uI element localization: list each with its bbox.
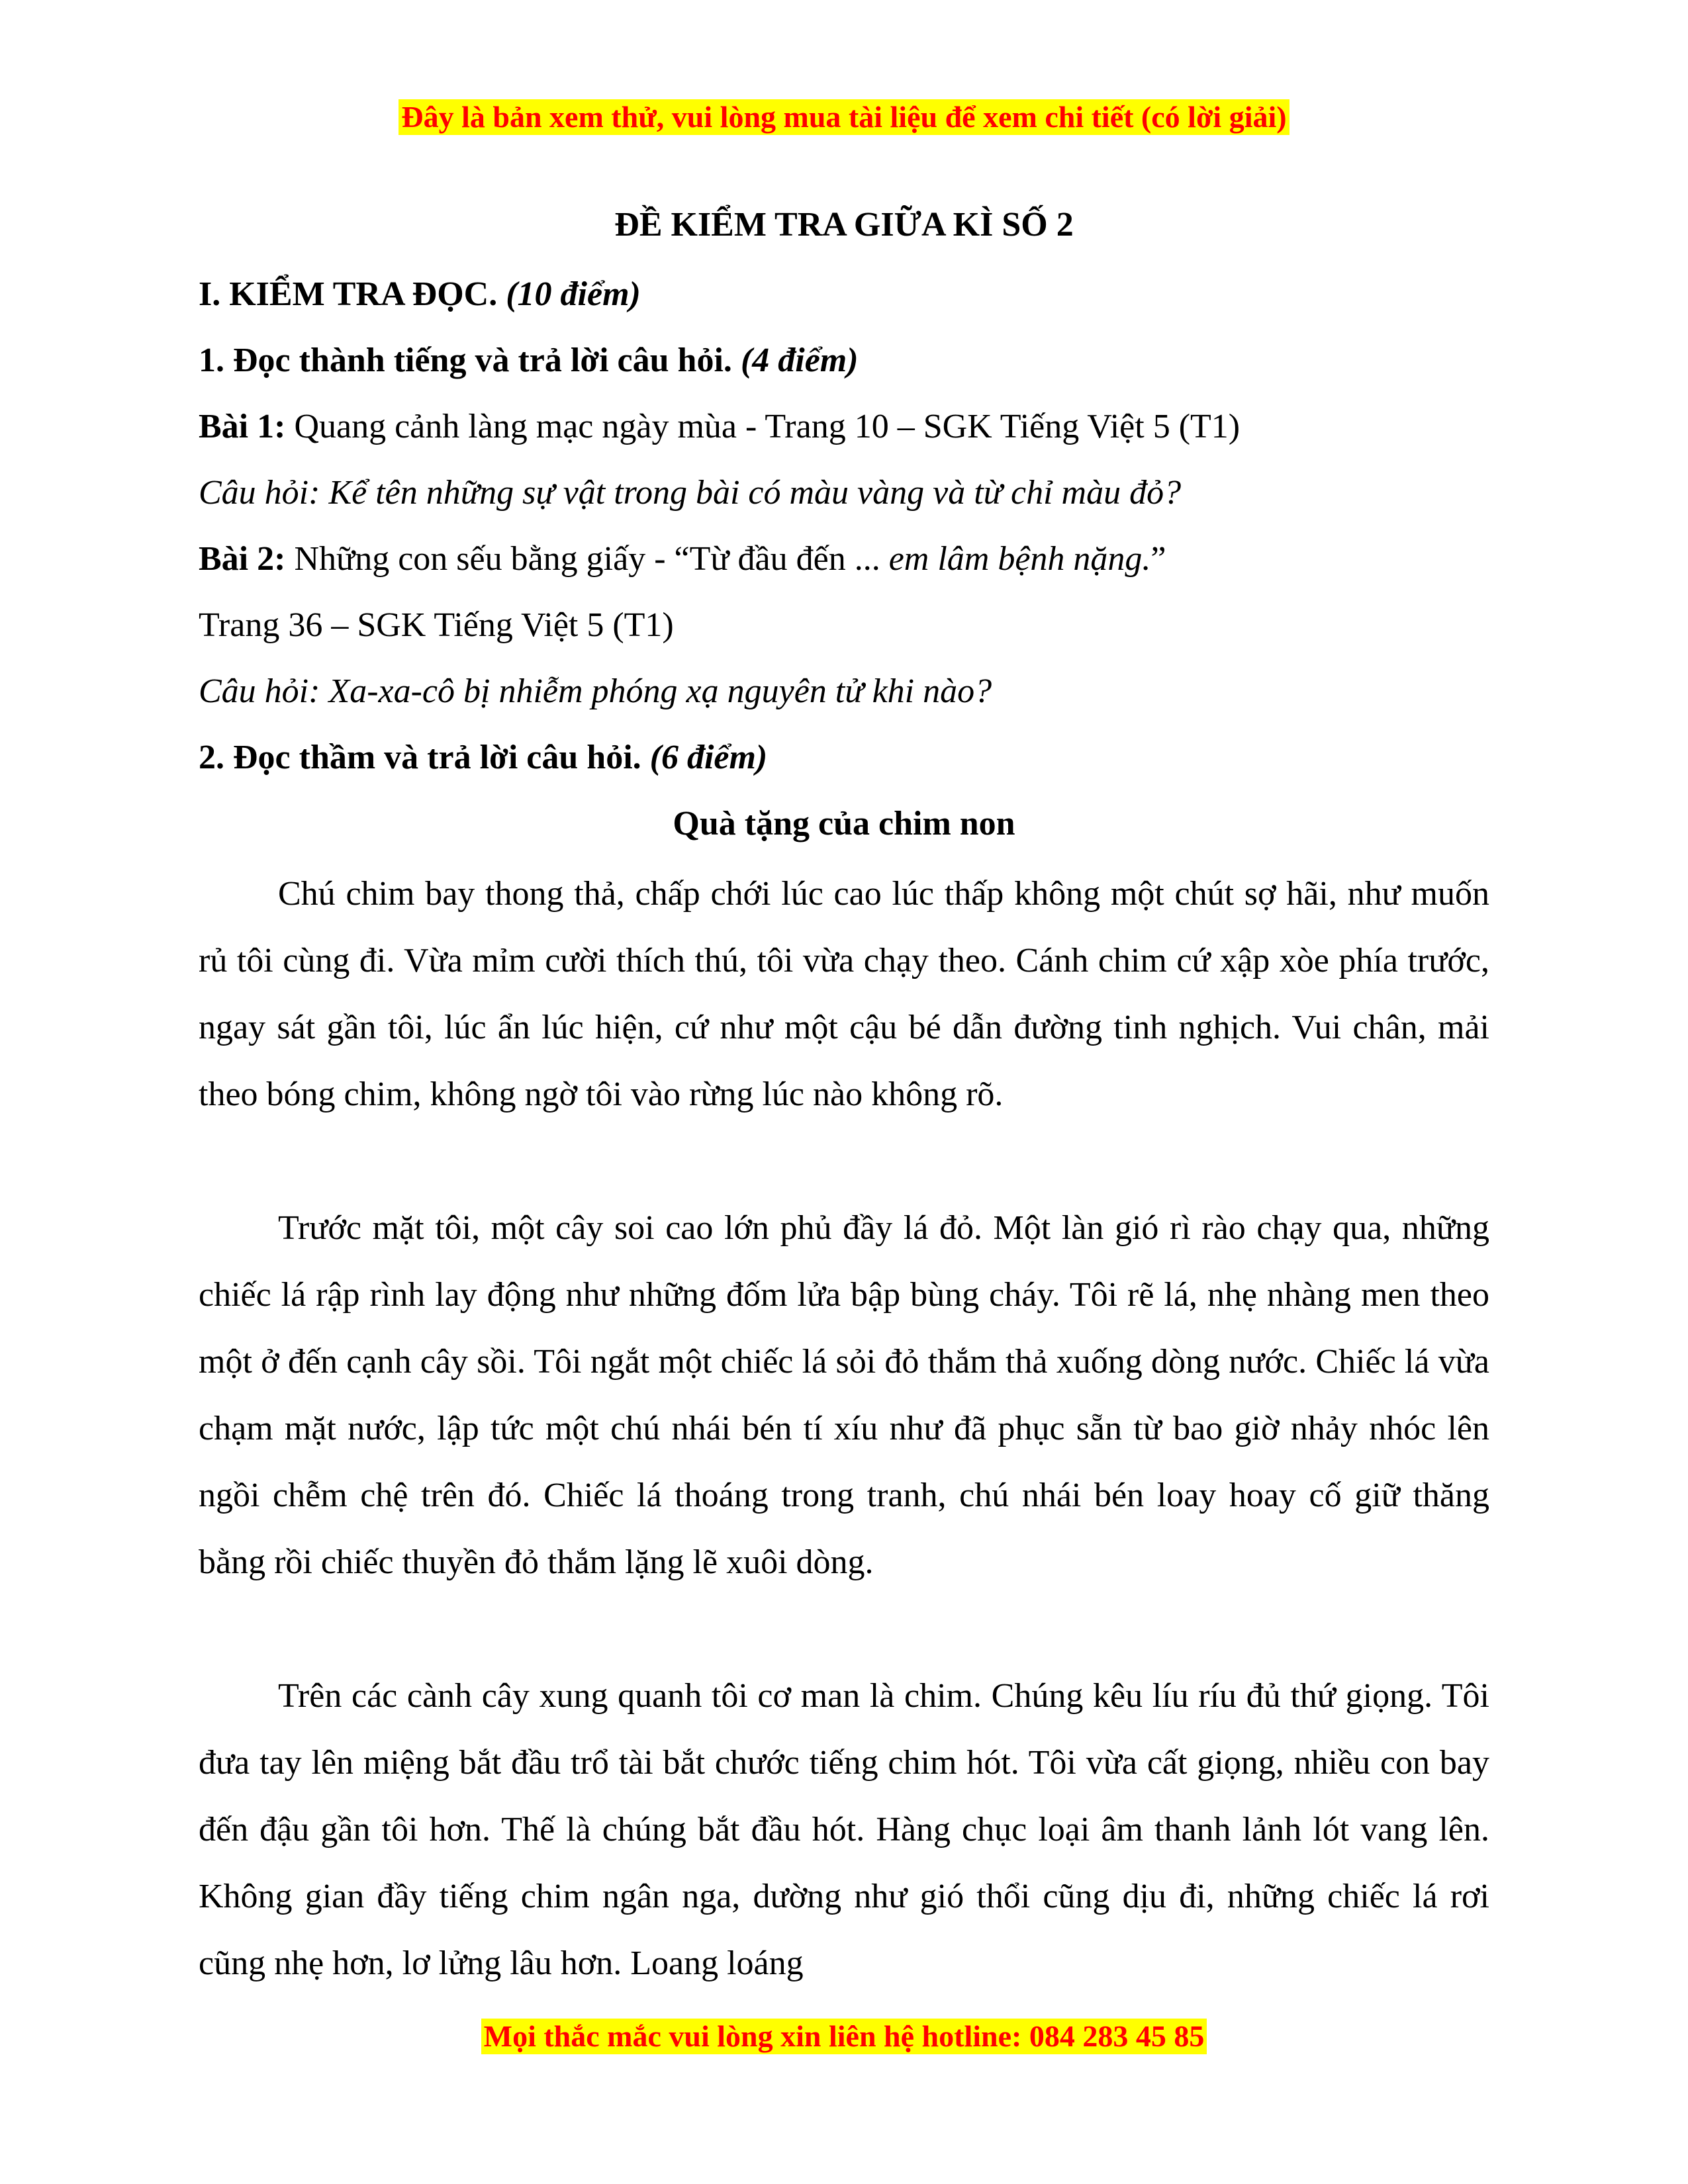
bai2-close-quote: ” bbox=[1150, 540, 1166, 578]
preview-notice bbox=[199, 99, 1489, 135]
hotline-notice bbox=[199, 2019, 1489, 2054]
section1-heading bbox=[199, 275, 1489, 314]
bai2-source: Trang 36 – SGK Tiếng Việt 5 (T1) bbox=[199, 606, 674, 644]
bai1-label: Bài 1: bbox=[199, 408, 286, 445]
part1-heading bbox=[199, 341, 1489, 381]
part2-points: (6 điểm) bbox=[649, 739, 768, 776]
story-paragraph-1: Chú chim bay thong thả, chấp chới lúc cao lúc thấp không một chút sợ hãi, như muốn rủ tôi cùng đi. Vừa mỉm cười thích thú, tôi vừa chạy theo. Cánh chim cứ xập xòe phía trước, ngay sát gần tôi, lúc ẩn lúc hiện, cứ như một cậu bé dẫn đường tinh nghịch. Vui chân, mải theo bóng chim, không ngờ tôi vào rừng lúc nào không rõ. bbox=[199, 875, 1489, 1113]
story-paragraph-2: Trước mặt tôi, một cây soi cao lớn phủ đầy lá đỏ. Một làn gió rì rào chạy qua, những chiếc lá rập rình lay động như những đốm lửa bập bùng cháy. Tôi rẽ lá, nhẹ nhàng men theo một ở đến cạnh cây sồi. Tôi ngắt một chiếc lá sỏi đỏ thắm thả xuống dòng nước. Chiếc lá vừa chạm mặt nước, lập tức một chú nhái bén tí xíu như đã phục sẵn từ bao giờ nhảy nhóc lên ngồi chễm chệ trên đó. Chiếc lá thoáng trong tranh, chú nhái bén loay hoay cố giữ thăng bằng rồi chiếc thuyền đỏ thắm lặng lẽ xuôi dòng. bbox=[199, 1209, 1489, 1581]
bai1-question: Câu hỏi: Kể tên những sự vật trong bài có màu vàng và từ chỉ màu đỏ? bbox=[199, 474, 1182, 512]
story-title: Quà tặng của chim non bbox=[673, 805, 1015, 842]
story-paragraph-3: Trên các cành cây xung quanh tôi cơ man là chim. Chúng kêu líu ríu đủ thứ giọng. Tôi đưa tay lên miệng bắt đầu trổ tài bắt chước tiếng chim hót. Tôi vừa cất giọng, nhiều con bay đến đậu gần tôi hơn. Thế là chúng bắt đầu hót. Hàng chục loại âm thanh lảnh lót vang lên. Không gian đầy tiếng chim ngân nga, dường như gió thổi cũng dịu đi, những chiếc lá rơi cũng nhẹ hơn, lơ lửng lâu hơn. Loang loáng bbox=[199, 1677, 1489, 1982]
section1-label: I. KIỂM TRA ĐỌC. bbox=[199, 275, 498, 313]
part1-points: (4 điểm) bbox=[740, 341, 859, 379]
bai1-line bbox=[199, 407, 1489, 447]
exam-title: ĐỀ KIỂM TRA GIỮA KÌ SỐ 2 bbox=[614, 206, 1074, 244]
bai2-text: Những con sếu bằng giấy - “Từ đầu đến ... bbox=[294, 540, 880, 578]
hotline-notice-text: Mọi thắc mắc vui lòng xin liên hệ hotline: 084 283 45 85 bbox=[481, 2019, 1207, 2054]
part1-label: 1. Đọc thành tiếng và trả lời câu hỏi. bbox=[199, 341, 732, 379]
section1-points: (10 điểm) bbox=[506, 275, 641, 313]
bai2-question: Câu hỏi: Xa-xa-cô bị nhiễm phóng xạ nguyên tử khi nào? bbox=[199, 672, 992, 710]
part2-label: 2. Đọc thầm và trả lời câu hỏi. bbox=[199, 739, 641, 776]
preview-notice-text: Đây là bản xem thử, vui lòng mua tài liệu để xem chi tiết (có lời giải) bbox=[399, 99, 1289, 135]
bai2-line bbox=[199, 539, 1489, 579]
part2-heading bbox=[199, 738, 1489, 778]
bai2-label: Bài 2: bbox=[199, 540, 286, 578]
bai1-text: Quang cảnh làng mạc ngày mùa - Trang 10 – SGK Tiếng Việt 5 (T1) bbox=[294, 408, 1241, 445]
bai2-text-italic: em lâm bệnh nặng. bbox=[888, 540, 1151, 578]
